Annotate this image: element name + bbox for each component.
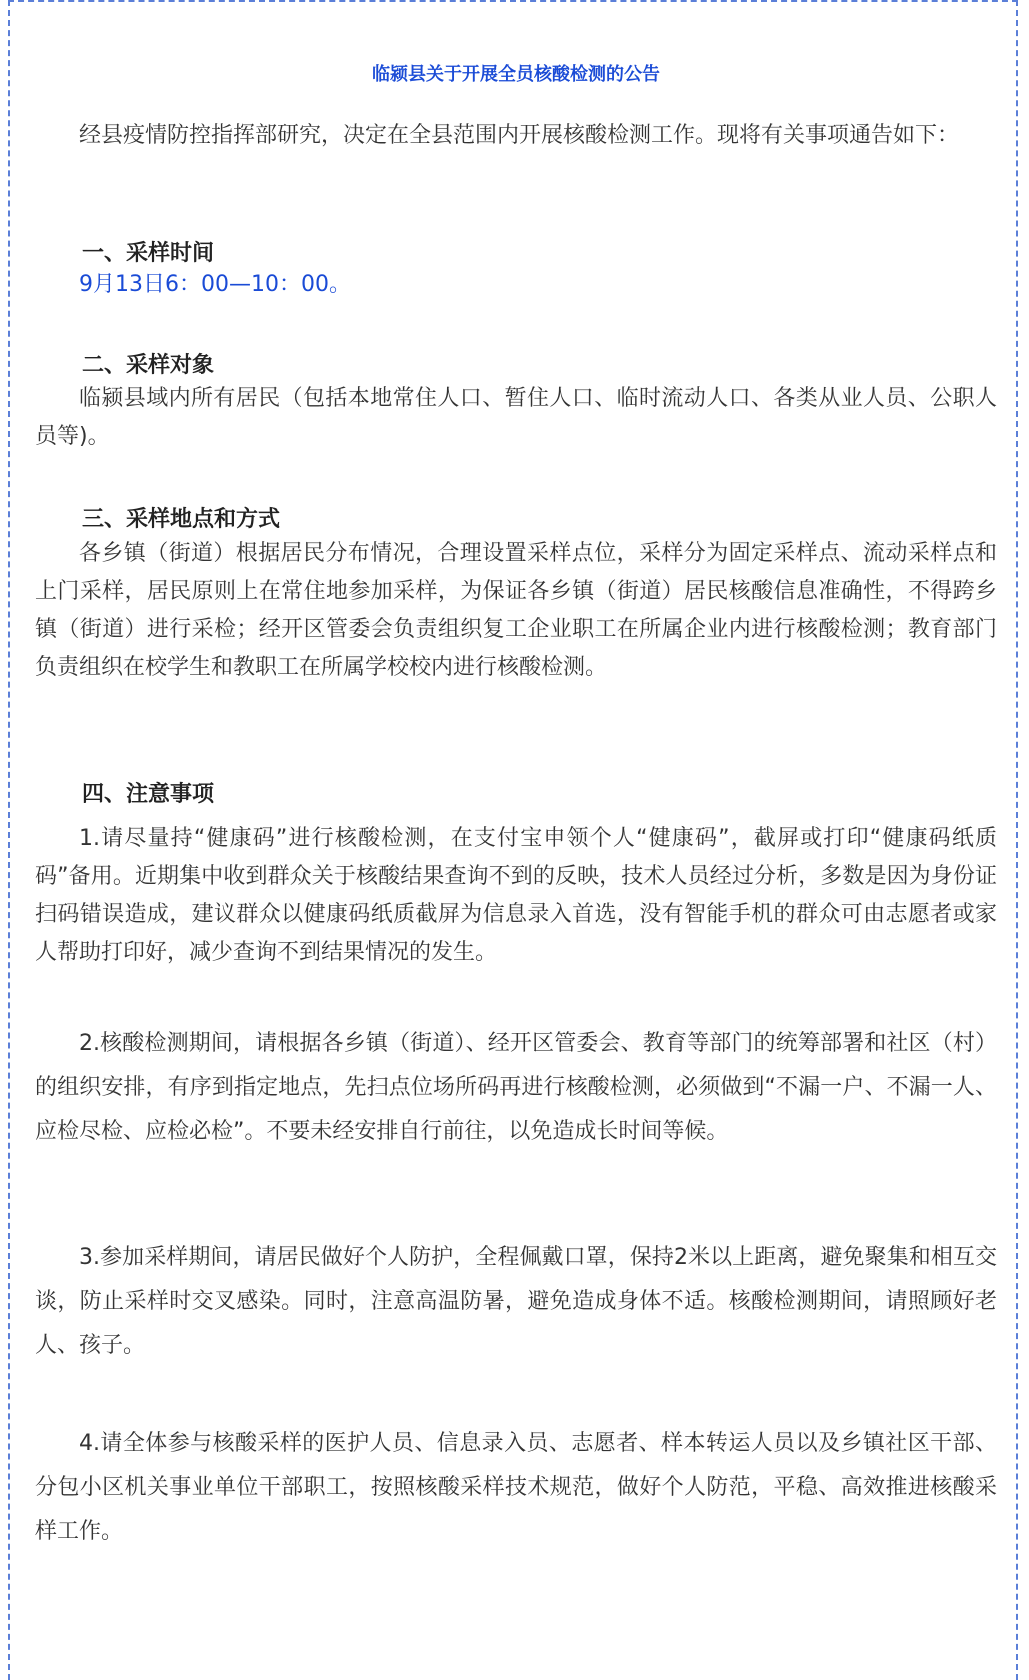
section-heading-time: 一、采样时间 bbox=[82, 241, 215, 266]
intro-paragraph: 经县疫情防控指挥部研究，决定在全县范围内开展核酸检测工作。现将有关事项通告如下： bbox=[79, 123, 960, 148]
section-body-time: 9月13日6：00—10：00。 bbox=[79, 272, 351, 297]
note-item-4: 4.请全体参与核酸采样的医护人员、信息录入员、志愿者、样本转运人员以及乡镇社区干部、分包小区机关事业单位干部职工，按照核酸采样技术规范，做好个人防范，平稳、高效推进核酸采样工作。 bbox=[35, 1431, 997, 1544]
section-heading-location: 三、采样地点和方式 bbox=[82, 507, 281, 532]
note-item-3: 3.参加采样期间，请居民做好个人防护，全程佩戴口罩，保持2米以上距离，避免聚集和相互交谈，防止采样时交叉感染。同时，注意高温防暑，避免造成身体不适。核酸检测期间，请照顾好老人、孩子。 bbox=[35, 1245, 997, 1358]
note-item-2: 2.核酸检测期间，请根据各乡镇（街道）、经开区管委会、教育等部门的统筹部署和社区（村）的组织安排，有序到指定地点，先扫点位场所码再进行核酸检测，必须做到“不漏一户、不漏一人、应检尽检、应检必检”。不要未经安排自行前往，以免造成长时间等候。 bbox=[35, 1031, 997, 1144]
section-body-location: 各乡镇（街道）根据居民分布情况，合理设置采样点位，采样分为固定采样点、流动采样点和上门采样，居民原则上在常住地参加采样，为保证各乡镇（街道）居民核酸信息准确性，不得跨乡镇（街道）进行采检；经开区管委会负责组织复工企业职工在所属企业内进行核酸检测；教育部门负责组织在校学生和教职工在所属学校校内进行核酸检测。 bbox=[35, 541, 997, 680]
notice-title: 临颍县关于开展全员核酸检测的公告 bbox=[372, 64, 660, 85]
note-item-1: 1.请尽量持“健康码”进行核酸检测，在支付宝申领个人“健康码”，截屏或打印“健康码纸质码”备用。近期集中收到群众关于核酸结果查询不到的反映，技术人员经过分析，多数是因为身份证扫码错误造成，建议群众以健康码纸质截屏为信息录入首选，没有智能手机的群众可由志愿者或家人帮助打印好，减少查询不到结果情况的发生。 bbox=[35, 826, 997, 965]
section-heading-notes: 四、注意事项 bbox=[82, 782, 215, 807]
section-heading-subjects: 二、采样对象 bbox=[82, 353, 215, 378]
section-body-subjects: 临颍县域内所有居民（包括本地常住人口、暂住人口、临时流动人口、各类从业人员、公职人员等)。 bbox=[35, 386, 997, 449]
